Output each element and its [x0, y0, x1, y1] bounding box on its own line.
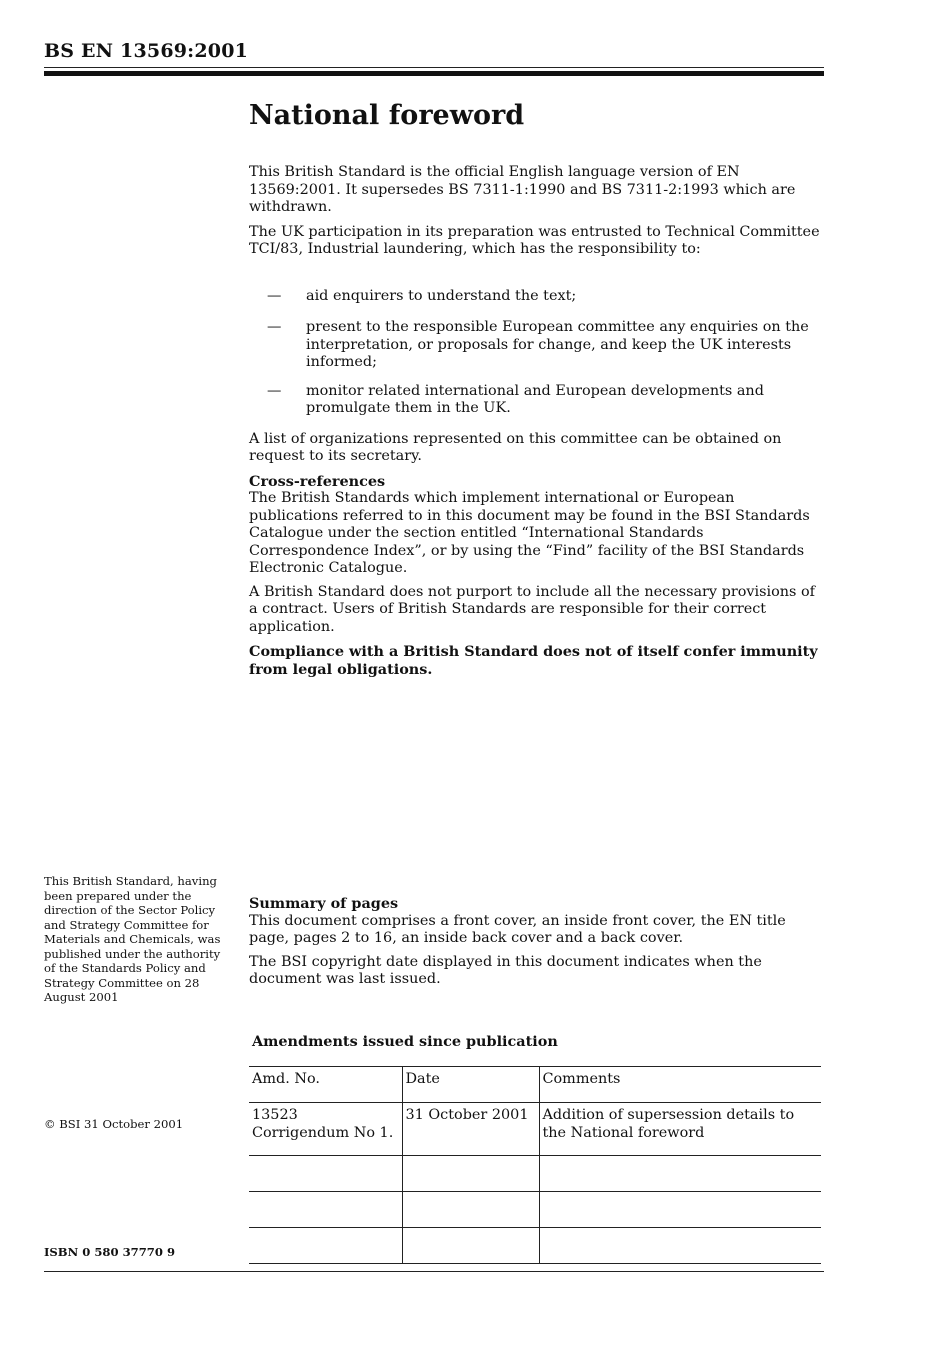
contract-paragraph: A British Standard does not purport to include all the necessary provisions of a contract. Users of British Standards are responsible for their correct application.	[249, 583, 815, 635]
table-row	[249, 1103, 821, 1156]
comments-cell: Addition of supersession details to the National foreword	[539, 1103, 821, 1156]
isbn: ISBN 0 580 37770 9	[44, 1245, 176, 1259]
table-row-empty	[249, 1192, 821, 1228]
sidebar-publication-note: This British Standard, having been prepared under the direction of the Sector Policy and Strategy Committee for Materials and Chemicals, was published under the authority of the Standards Policy and Strategy Committee on 28 August 2001	[44, 874, 221, 1004]
list-dash: —	[267, 287, 282, 304]
intro-paragraph: This British Standard is the official English language version of EN 13569:2001. It supersedes BS 7311-1:1990 and BS 7311-2:1993 which are withdrawn.	[249, 164, 796, 215]
organizations-paragraph: A list of organizations represented on this committee can be obtained on request to its secretary.	[249, 430, 782, 464]
participation-paragraph: The UK participation in its preparation was entrusted to Technical Committee TCI/83, Industrial laundering, which has the responsibility to:	[249, 223, 820, 257]
column-header-date: Date	[402, 1067, 539, 1103]
list-item	[249, 383, 824, 418]
date-cell: 31 October 2001	[402, 1103, 539, 1156]
list-dash: —	[267, 319, 282, 335]
copyright-note-paragraph: The BSI copyright date displayed in this document indicates when the document was last issued.	[249, 953, 762, 987]
table-row-empty	[249, 1156, 821, 1192]
table-header-row	[249, 1067, 821, 1103]
sidebar-copyright: © BSI 31 October 2001	[44, 1117, 184, 1131]
column-header-amd-no: Amd. No.	[249, 1067, 402, 1103]
summary-of-pages	[249, 895, 824, 989]
amendments-table	[249, 1066, 821, 1264]
summary-paragraph: This document comprises a front cover, an inside front cover, the EN title page, pages 2 to 16, an inside back cover and a back cover.	[249, 912, 786, 946]
document-id: BS EN 13569:2001	[44, 40, 249, 62]
table-row-empty	[249, 1228, 821, 1264]
column-header-comments: Comments	[539, 1067, 821, 1103]
list-item	[249, 288, 824, 306]
page-title: National foreword	[249, 100, 525, 131]
cross-references-paragraph: The British Standards which implement international or European publications referred to in this document may be found in the BSI Standards Catalogue under the section entitled “International Standards Correspondence Index”, or by using the “Find” facility of the BSI Standards Electronic Catalogue.	[249, 490, 810, 576]
list-item-text: monitor related international and European developments and promulgate them in the UK.	[306, 382, 764, 416]
footer-rule	[44, 1271, 824, 1272]
header-rule-thick	[44, 71, 824, 76]
header-rule-thin	[44, 67, 824, 68]
responsibility-list	[249, 288, 824, 418]
compliance-statement: Compliance with a British Standard does not of itself confer immunity from legal obligations.	[249, 643, 818, 678]
list-item	[249, 319, 824, 372]
cross-references-heading: Cross-references	[249, 472, 386, 490]
list-item-text: present to the responsible European committee any enquiries on the interpretation, or proposals for change, and keep the UK interests informed;	[306, 319, 809, 370]
foreword-body	[249, 164, 824, 678]
amd-no-cell: 13523 Corrigendum No 1.	[249, 1103, 402, 1156]
list-item-text: aid enquirers to understand the text;	[306, 287, 577, 304]
list-dash: —	[267, 382, 282, 399]
amendments-heading: Amendments issued since publication	[252, 1033, 558, 1050]
summary-heading: Summary of pages	[249, 895, 399, 912]
